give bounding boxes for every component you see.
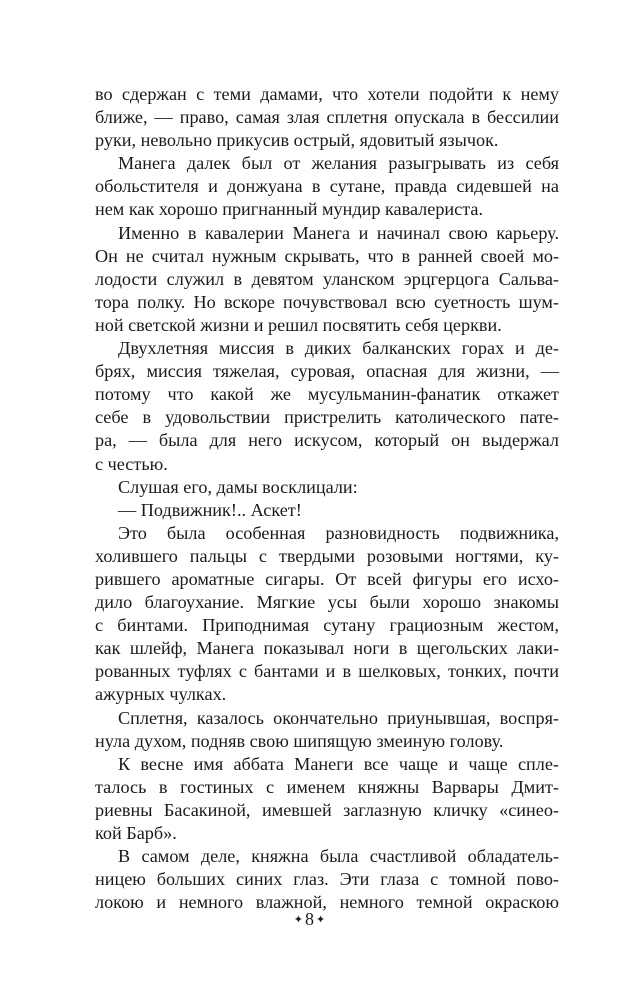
text-line: Манега далек был от желания разыгрывать из себя xyxy=(118,153,559,174)
text-line: Он не считал нужным скрывать, что в ранней своей мо- xyxy=(95,245,559,266)
text-line: талось в гостиных с именем княжны Варвары Дмит- xyxy=(95,776,559,797)
text-line: холившего пальцы с твердыми розовыми ногтями, ку- xyxy=(95,545,559,566)
text-line: как шлейф, Манега показывал ноги в щегольских лаки- xyxy=(95,638,559,659)
text-line: дило благоухание. Мягкие усы были хорошо знакомы xyxy=(95,592,559,613)
text-line: риевны Басакиной, имевшей заглазную кличку «синео- xyxy=(95,799,559,820)
text-line: лодости служил в девятом уланском эрцгерцога Сальва- xyxy=(95,268,559,289)
text-line: во сдержан с теми дамами, что хотели подойти к нему xyxy=(95,84,559,104)
text-line: ажурных чулках. xyxy=(95,684,227,705)
text-line: К весне имя аббата Манеги все чаще и чаще спле- xyxy=(118,753,559,774)
text-line: Двухлетняя миссия в диких балканских горах и де- xyxy=(118,338,559,359)
ornament-left-icon: ✦ xyxy=(293,914,303,926)
page-number-value: 8 xyxy=(305,909,314,929)
text-line: рившего ароматные сигары. От всей фигуры его исхо- xyxy=(95,568,559,589)
text-line: рованных туфлях с бантами и в шелковых, тонких, почти xyxy=(95,661,559,682)
text-line: ближе, — право, самая злая сплетня опускала в бессилии xyxy=(95,107,559,128)
text-line: В самом деле, княжна была счастливой обладатель- xyxy=(118,846,559,867)
text-line: тора полку. Но вскоре почувствовал всю суетность шум- xyxy=(95,291,559,312)
text-line: обольстителя и донжуана в сутане, правда сидевшей на xyxy=(95,176,559,197)
text-line: Слушая его, дамы восклицали: xyxy=(118,476,358,497)
ornament-right-icon: ✦ xyxy=(316,914,326,926)
text-line: руки, невольно прикусив острый, ядовитый язычок. xyxy=(95,130,499,151)
text-line: нем как хорошо пригнанный мундир кавалериста. xyxy=(95,199,484,220)
text-line: Сплетня, казалось окончательно приунывшая, воспря- xyxy=(118,707,559,728)
text-line: себе в удовольствии пристрелить католического пате- xyxy=(95,407,559,428)
text-line: кой Барб». xyxy=(95,823,177,843)
text-line: ной светской жизни и решил посвятить себя церкви. xyxy=(95,314,502,335)
text-line: нула духом, подняв свою шипящую змеиную голову. xyxy=(95,730,504,751)
text-line: ницею больших синих глаз. Эти глаза с томной пово- xyxy=(95,869,559,890)
text-line: Это была особенная разновидность подвижника, xyxy=(118,522,559,543)
text-line: с честью. xyxy=(95,453,168,474)
text-line: — Подвижник!.. Аскет! xyxy=(118,499,302,520)
text-line: локою и немного влажной, немного темной окраскою xyxy=(95,892,559,913)
page-text xyxy=(95,83,559,914)
text-line: с бинтами. Приподнимая сутану грациозным жестом, xyxy=(95,615,559,636)
text-line: брях, миссия тяжелая, суровая, опасная для жизни, — xyxy=(95,361,559,382)
page-number xyxy=(0,909,619,930)
text-line: потому что какой же мусульманин-фанатик откажет xyxy=(95,384,559,405)
text-line: ра, — была для него искусом, который он выдержал xyxy=(95,430,559,451)
text-line: Именно в кавалерии Манега и начинал свою карьеру. xyxy=(118,222,559,243)
